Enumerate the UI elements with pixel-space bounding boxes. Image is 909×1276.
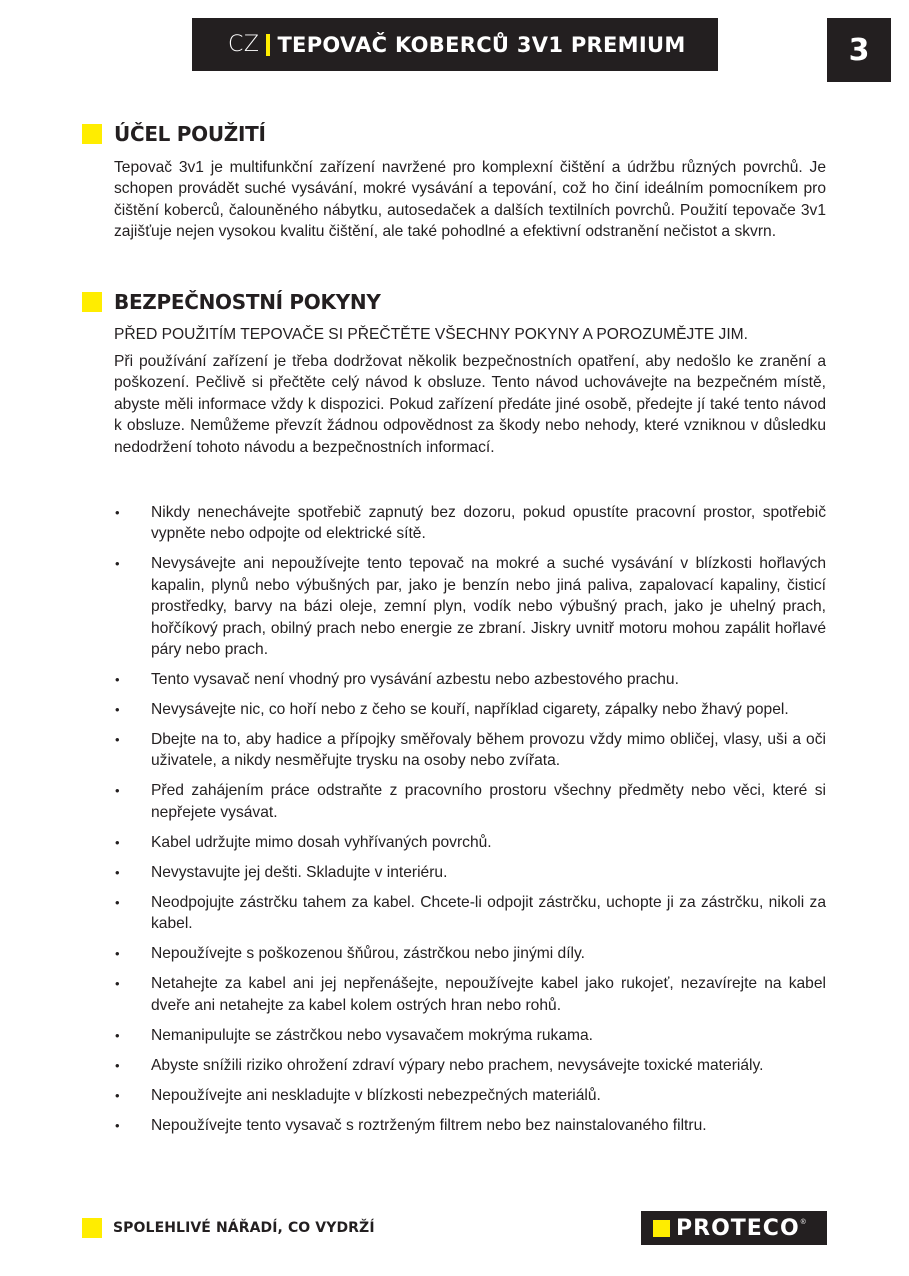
brand-name: PROTECO bbox=[676, 1215, 800, 1241]
list-item bbox=[114, 1055, 826, 1076]
bullet-icon: • bbox=[115, 946, 120, 962]
language-code: CZ bbox=[228, 32, 260, 57]
list-item bbox=[114, 943, 826, 964]
bullet-icon: • bbox=[115, 702, 120, 718]
list-item-text: Nepoužívejte ani neskladujte v blízkosti nebezpečných materiálů. bbox=[151, 1086, 601, 1104]
header-separator bbox=[266, 34, 270, 56]
list-item bbox=[114, 1085, 826, 1106]
bullet-icon: • bbox=[115, 864, 120, 880]
list-item bbox=[114, 729, 826, 772]
list-item-text: Dbejte na to, aby hadice a přípojky směřovaly během provozu vždy mimo obličej, vlasy, uši a oči uživatele, a nikdy nesměřujte trysku na osoby nebo zvířata. bbox=[151, 731, 826, 770]
bullet-icon: • bbox=[115, 976, 120, 992]
list-item-text: Nepoužívejte tento vysavač s roztrženým filtrem nebo bez nainstalovaného filtru. bbox=[151, 1116, 707, 1134]
list-item-text: Nevystavujte jej dešti. Skladujte v interiéru. bbox=[151, 863, 448, 881]
bullet-icon: • bbox=[115, 732, 120, 748]
bullet-icon: • bbox=[115, 1057, 120, 1073]
bullet-icon: • bbox=[115, 672, 120, 688]
section-heading-safety bbox=[82, 290, 381, 314]
list-item bbox=[114, 1115, 826, 1136]
list-item bbox=[114, 780, 826, 823]
bullet-icon: • bbox=[115, 1117, 120, 1133]
bullet-icon: • bbox=[115, 783, 120, 799]
list-item-text: Nikdy nenechávejte spotřebič zapnutý bez dozoru, pokud opustíte pracovní prostor, spotřebič vypněte nebo odpojte od elektrické sítě. bbox=[151, 504, 826, 543]
yellow-square-icon bbox=[82, 1218, 102, 1238]
yellow-square-icon bbox=[82, 124, 102, 144]
list-item bbox=[114, 553, 826, 660]
list-item-text: Nemanipulujte se zástrčkou nebo vysavačem mokrýma rukama. bbox=[151, 1026, 594, 1044]
section-title: ÚČEL POUŽITÍ bbox=[114, 122, 266, 146]
list-item bbox=[114, 862, 826, 883]
purpose-paragraph: Tepovač 3v1 je multifunkční zařízení navržené pro komplexní čištění a údržbu různých povrchů. Je schopen provádět suché vysávání, mokré vysávání a tepování, což ho činí ideálním pomocníkem pro čištění koberců, čalouněného nábytku, autosedaček a dalších textilních povrchů. Použití tepovače 3v1 zajišťuje nejen vysokou kvalitu čištění, ale také pohodlné a efektivní odstranění nečistot a skvrn. bbox=[114, 159, 826, 241]
list-item bbox=[114, 832, 826, 853]
bullet-icon: • bbox=[115, 894, 120, 910]
yellow-square-icon bbox=[82, 292, 102, 312]
list-item-text: Tento vysavač není vhodný pro vysávání azbestu nebo azbestového prachu. bbox=[151, 671, 679, 689]
list-item bbox=[114, 699, 826, 720]
footer-slogan bbox=[82, 1218, 375, 1238]
safety-warning-caps: PŘED POUŽITÍM TEPOVAČE SI PŘEČTĚTE VŠECHNY POKYNY A POROZUMĚJTE JIM. bbox=[114, 326, 748, 343]
bullet-icon: • bbox=[115, 834, 120, 850]
bullet-icon: • bbox=[115, 556, 120, 572]
bullet-icon: • bbox=[115, 505, 120, 520]
slogan-text: SPOLEHLIVÉ NÁŘADÍ, CO VYDRŽÍ bbox=[113, 1220, 375, 1236]
list-item bbox=[114, 892, 826, 935]
list-item bbox=[114, 669, 826, 690]
list-item bbox=[114, 1025, 826, 1046]
list-item-text: Před zahájením práce odstraňte z pracovního prostoru všechny předměty nebo věci, které si nepřejete vysávat. bbox=[151, 782, 826, 821]
registered-mark-icon: ® bbox=[800, 1219, 806, 1226]
product-title: TEPOVAČ KOBERCŮ 3V1 PREMIUM bbox=[277, 32, 686, 57]
page-number: 3 bbox=[827, 18, 891, 82]
safety-instructions-list bbox=[114, 502, 826, 1145]
list-item-text: Netahejte za kabel ani jej nepřenášejte, nepoužívejte kabel jako rukojeť, nezavírejte na kabel dveře ani netahejte za kabel kolem ostrých hran nebo rohů. bbox=[151, 975, 826, 1014]
document-header bbox=[192, 18, 718, 71]
list-item-text: Kabel udržujte mimo dosah vyhřívaných povrchů. bbox=[151, 833, 492, 851]
list-item-text: Abyste snížili riziko ohrožení zdraví výpary nebo prachem, nevysávejte toxické materiály. bbox=[151, 1056, 764, 1074]
list-item bbox=[114, 973, 826, 1016]
bullet-icon: • bbox=[115, 1087, 120, 1103]
bullet-icon: • bbox=[115, 1027, 120, 1043]
section-title: BEZPEČNOSTNÍ POKYNY bbox=[114, 290, 381, 314]
list-item-text: Nevysávejte nic, co hoří nebo z čeho se kouří, například cigarety, zápalky nebo žhavý popel. bbox=[151, 701, 789, 719]
logo-square-icon bbox=[653, 1220, 670, 1237]
list-item bbox=[114, 502, 826, 545]
list-item-text: Nevysávejte ani nepoužívejte tento tepovač na mokré a suché vysávání v blízkosti hořlavých kapalin, plynů nebo výbušných par, jako je benzín nebo jiná paliva, zapalovací kapaliny, čisticí prostředky, barvy na bázi oleje, zemní plyn, vodík nebo výbušný prach, jako je uhelný prach, hořčíkový prach, obilný prach nebo energie ze zbraní. Jiskry uvnitř motoru mohou zapálit hořlavé páry nebo prach. bbox=[151, 555, 826, 659]
proteco-logo bbox=[641, 1211, 827, 1245]
list-item-text: Nepoužívejte s poškozenou šňůrou, zástrčkou nebo jinými díly. bbox=[151, 945, 585, 963]
safety-intro-paragraph: Při používání zařízení je třeba dodržovat několik bezpečnostních opatření, aby nedošlo ke zranění a poškození. Pečlivě si přečtěte celý návod k obsluze. Tento návod uchovávejte na bezpečném místě, abyste měli informace vždy k dispozici. Pokud zařízení předáte jiné osobě, předejte jí také tento návod k obsluze. Nemůžeme převzít žádnou odpovědnost za škody nebo nehody, které vzniknou v důsledku nedodržení tohoto návodu a bezpečnostních informací. bbox=[114, 353, 826, 456]
list-item-text: Neodpojujte zástrčku tahem za kabel. Chcete-li odpojit zástrčku, uchopte ji za zástrčku, nikoli za kabel. bbox=[151, 893, 826, 933]
section-heading-purpose bbox=[82, 122, 266, 146]
